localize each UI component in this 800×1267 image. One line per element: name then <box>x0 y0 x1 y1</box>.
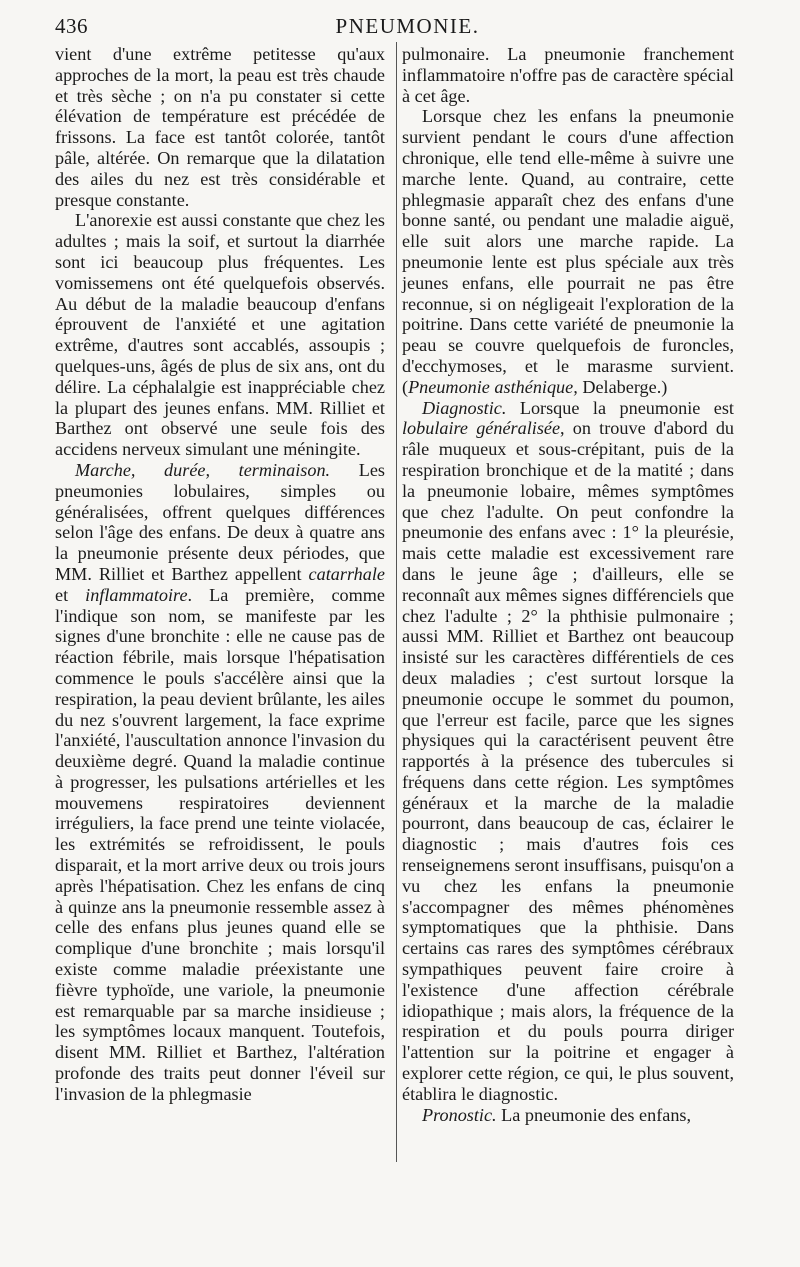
italic-term-asthenique: Pneumonie asthénique, <box>408 376 578 397</box>
text-run: Lorsque chez les enfans la pneumonie survient pendant le cours d'une affection chronique, elle tend elle-même à suivre une marche lente. Quand, au contraire, cette phlegmasie apparaît chez des enfans d'une bonne santé, ou pendant une maladie aiguë, elle suit alors une marche rapide. La pneumonie lente est plus spéciale aux très jeunes enfans, elle pourrait ne pas être reconnue, si on négligeait l'exploration de la poitrine. Dans cette variété de pneumonie la peau se couvre quelquefois de furoncles, d'ecchymoses, et le marasme survient. ( <box>402 106 734 397</box>
text-run: et <box>55 584 86 605</box>
page-number: 436 <box>55 14 88 38</box>
left-column <box>55 44 385 1105</box>
paragraph-continuation-right: pulmonaire. La pneumonie franchement inflammatoire n'offre pas de caractère spécial à cet âge. <box>402 44 734 106</box>
section-lead-pronostic: Pronostic. <box>422 1104 497 1125</box>
section-lead-marche: Marche, durée, terminaison. <box>75 459 331 480</box>
text-run: Lorsque la pneumonie est <box>506 397 734 418</box>
italic-term-catarrhale: catarrhale <box>308 563 385 584</box>
paragraph-anorexie: L'anorexie est aussi constante que chez les adultes ; mais la soif, et surtout la diarrhée sont ici beaucoup plus fréquentes. Les vomissemens ont été quelquefois observés. Au début de la maladie beaucoup d'enfans éprouvent de l'anxiété et une agitation extrême, d'autres sont accablés, assoupis ; quelques-uns, âgés de plus de six ans, ont du délire. La céphalalgie est inappréciable chez la plupart des jeunes enfans. MM. Rilliet et Barthez ont observé une seule fois des accidens nerveux simulant une méningite. <box>55 210 385 460</box>
paragraph-chronique <box>402 106 734 397</box>
column-divider <box>396 42 397 1162</box>
page-header <box>55 14 760 44</box>
italic-term-lobulaire: lobulaire généralisée <box>402 418 561 439</box>
section-lead-diagnostic: Diagnostic. <box>422 397 507 418</box>
right-column <box>402 44 734 1125</box>
text-run: , on trouve d'abord du râle muqueux et sous-crépitant, puis de la respiration bronchique et de la matité ; dans la pneumonie lobaire, mêmes symptômes que chez l'adulte. On peut confondre la pneumonie des enfans avec : 1° la pleurésie, mais cette maladie est excessivement rare dans le jeune âge ; d'ailleurs, elle se reconnaît aux mêmes signes différenciels que chez l'adulte ; 2° la phthisie pulmonaire ; aussi MM. Rilliet et Barthez ont beaucoup insisté sur les caractères différentiels de ces deux maladies ; c'est surtout lorsque la pneumonie occupe le sommet du poumon, que l'erreur est facile, parce que les signes physiques qui la caractérisent peuvent être rapportés à la présence des tubercules si fréquens dans cette région. Les symptômes généraux et la marche de la maladie pourront, dans beaucoup de cas, éclairer le diagnostic ; mais d'autres fois ces renseignemens seront insuffisans, puisqu'on a vu chez les enfans la pneumonie s'accompagner des mêmes phénomènes symptomatiques que la phthisie. Dans certains cas rares des symptômes cérébraux sympathiques peuvent faire croire à l'existence d'une affection cérébrale idiopathique ; mais alors, la fréquence de la respiration et du pouls pourra diriger l'attention sur la poitrine et engager à explorer cette région, ce qui, le plus souvent, établira le diagnostic. <box>402 418 735 1104</box>
paragraph-continuation: vient d'une extrême petitesse qu'aux approches de la mort, la peau est très chaude et très sèche ; on n'a pu constater si cette élévation de température est précédée de frissons. La face est tantôt colorée, tantôt pâle, altérée. On remarque que la dilatation des ailes du nez est très considérable et presque constante. <box>55 44 385 210</box>
text-run: Delaberge.) <box>577 376 668 397</box>
text-run: La pneumonie des enfans, <box>496 1104 692 1125</box>
italic-term-inflammatoire: inflammatoire <box>85 584 188 605</box>
running-title: PNEUMONIE. <box>335 14 480 38</box>
paragraph-diagnostic <box>402 398 734 1105</box>
paragraph-pronostic <box>402 1105 734 1126</box>
paragraph-marche <box>55 460 385 1105</box>
text-run: . La première, comme l'indique son nom, se manifeste par les signes d'une bronchite : elle ne cause pas de réaction fébrile, mais lorsque l'hépatisation commence le pouls s'accélère ainsi que la respiration, la peau devient brûlante, les ailes du nez s'ouvrent largement, la face exprime l'anxiété, l'auscultation annonce l'invasion du deuxième degré. Quand la maladie continue à progresser, les pulsations artérielles et les mouvemens respiratoires deviennent irréguliers, la face prend une teinte violacée, les extrémités se refroidissent, le pouls disparait, et la mort arrive deux ou trois jours après l'hépatisation. Chez les enfans de cinq à quinze ans la pneumonie ressemble assez à celle des enfans plus jeunes quand elle se complique d'une bronchite ; mais lorsqu'il existe comme maladie préexistante une fièvre typhoïde, une variole, la pneumonie est remarquable par sa marche insidieuse ; les symptômes locaux manquent. Toutefois, disent MM. Rilliet et Barthez, l'altération profonde des traits peut donner l'éveil sur l'invasion de la phlegmasie <box>55 584 385 1104</box>
text-run: Les pneumonies lobulaires, simples ou généralisées, offrent quelques différences selon l'âge des enfans. De deux à quatre ans la pneumonie présente deux périodes, que MM. Rilliet et Barthez appellent <box>55 459 385 584</box>
